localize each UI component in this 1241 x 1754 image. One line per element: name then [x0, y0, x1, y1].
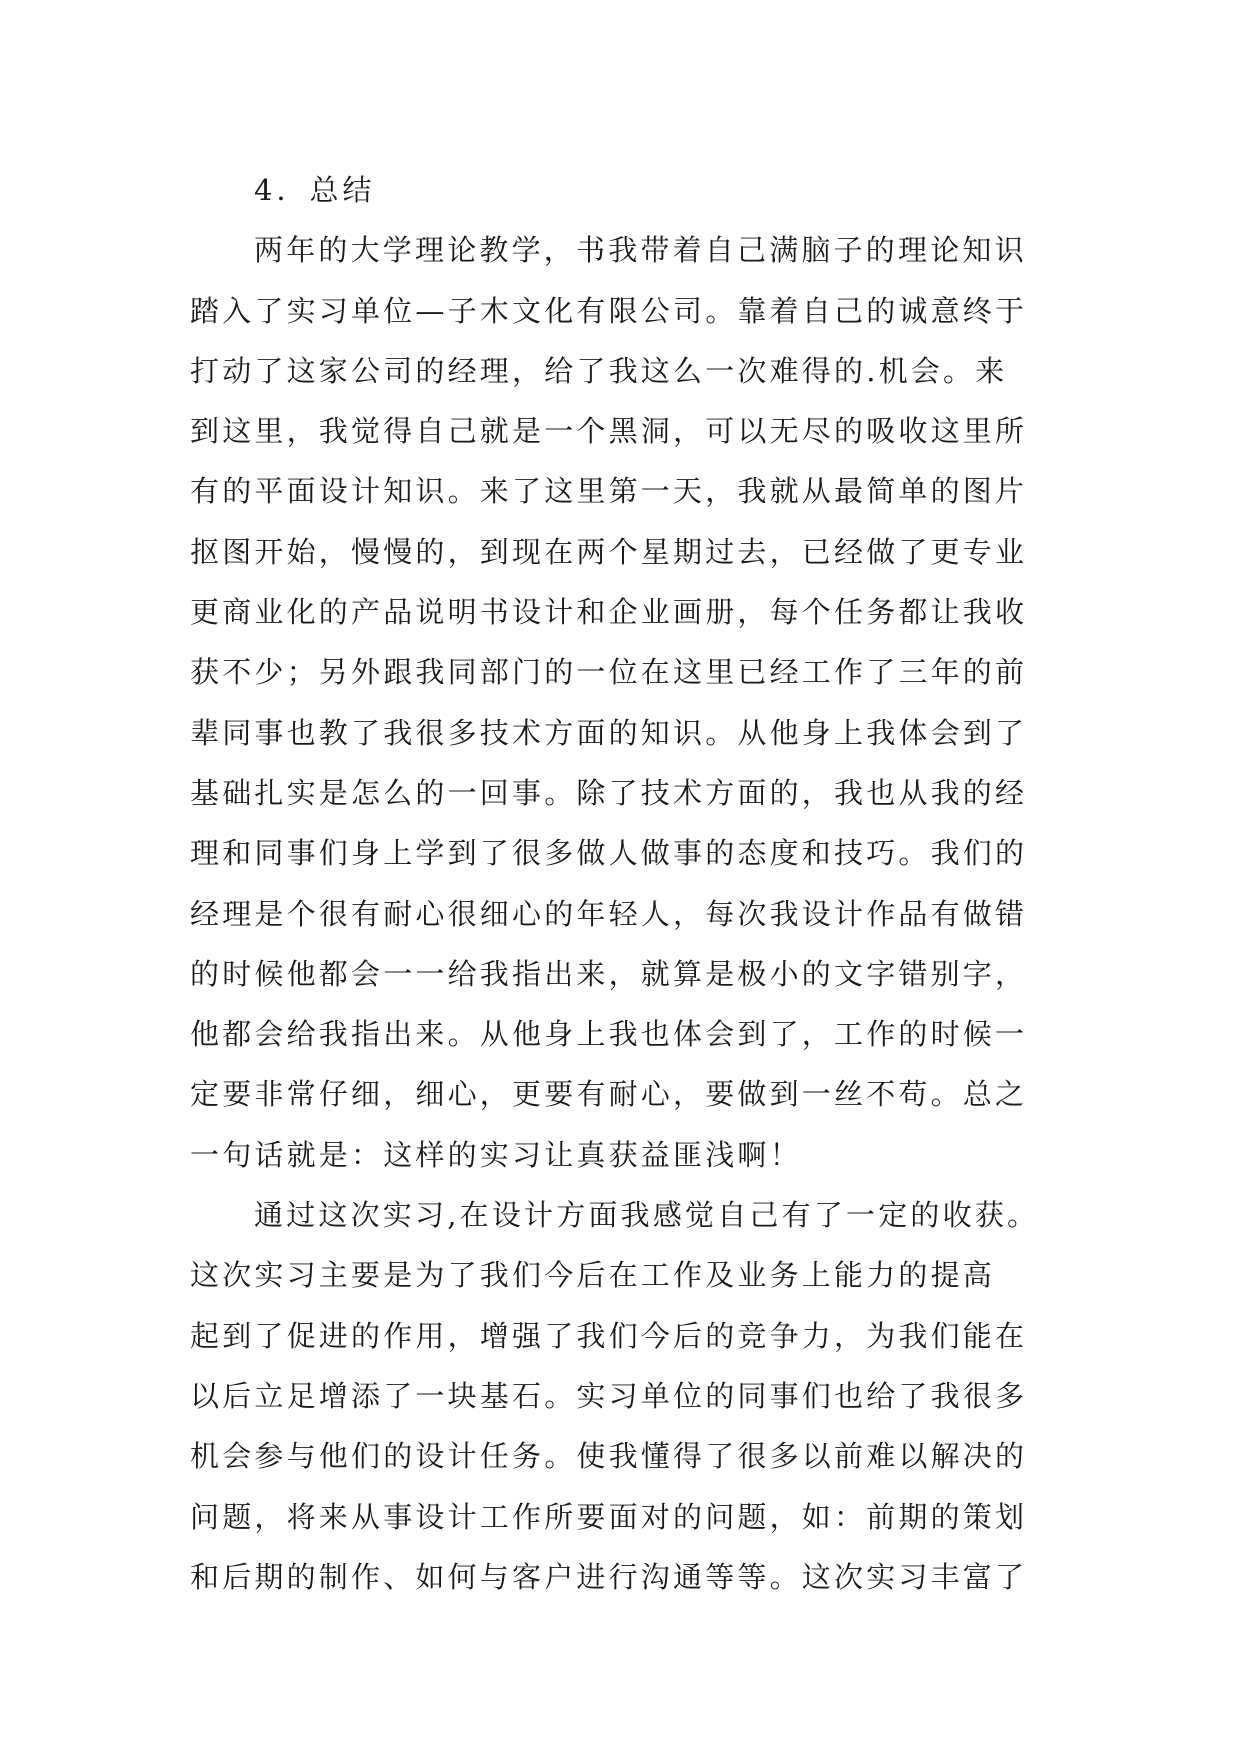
- paragraph-line: 基础扎实是怎么的一回事。除了技术方面的，我也从我的经: [190, 775, 1028, 810]
- paragraph-line: 抠图开始，慢慢的，到现在两个星期过去，已经做了更专业: [190, 534, 1028, 569]
- paragraph-line: 到这里，我觉得自己就是一个黑洞，可以无尽的吸收这里所: [190, 414, 1028, 449]
- paragraph-line: 的时候他都会一一给我指出来，就算是极小的文字错别字，: [190, 956, 1028, 991]
- paragraph-line: 定要非常仔细，细心，更要有耐心，要做到一丝不苟。总之: [190, 1077, 1028, 1112]
- document-body: [190, 160, 1070, 1607]
- paragraph-line: 问题，将来从事设计工作所要面对的问题，如：前期的策划: [190, 1499, 1028, 1534]
- paragraph-line: 踏入了实习单位—子木文化有限公司。靠着自己的诚意终于: [190, 293, 1028, 328]
- paragraph-line: 打动了这家公司的经理，给了我这么一次难得的.机会。来: [190, 353, 1008, 388]
- paragraph-2: [190, 1185, 1070, 1607]
- paragraph-line: 获不少；另外跟我同部门的一位在这里已经工作了三年的前: [190, 655, 1028, 690]
- paragraph-line: 机会参与他们的设计任务。使我懂得了很多以前难以解决的: [190, 1439, 1028, 1474]
- paragraph-line: 通过这次实习,在设计方面我感觉自己有了一定的收获。: [254, 1198, 1040, 1233]
- paragraph-line: 有的平面设计知识。来了这里第一天，我就从最简单的图片: [190, 474, 1028, 509]
- paragraph-line: 辈同事也教了我很多技术方面的知识。从他身上我体会到了: [190, 715, 1028, 750]
- paragraph-line: 和后期的制作、如何与客户进行沟通等等。这次实习丰富了: [190, 1559, 1028, 1594]
- paragraph-line: 更商业化的产品说明书设计和企业画册，每个任务都让我收: [190, 595, 1028, 630]
- paragraph-line: 一句话就是：这样的实习让真获益匪浅啊！: [190, 1137, 802, 1172]
- paragraph-line: 这次实习主要是为了我们今后在工作及业务上能力的提高: [190, 1258, 996, 1293]
- paragraph-line: 他都会给我指出来。从他身上我也体会到了，工作的时候一: [190, 1017, 1028, 1052]
- paragraph-line: 两年的大学理论教学，书我带着自己满脑子的理论知识: [254, 233, 1027, 268]
- paragraph-1: [190, 220, 1070, 1185]
- paragraph-line: 经理是个很有耐心很细心的年轻人，每次我设计作品有做错: [190, 896, 1028, 931]
- paragraph-line: 以后立足增添了一块基石。实习单位的同事们也给了我很多: [190, 1378, 1028, 1413]
- paragraph-line: 起到了促进的作用，增强了我们今后的竞争力，为我们能在: [190, 1318, 1028, 1353]
- section-heading: 4．总结: [254, 173, 376, 207]
- paragraph-line: 理和同事们身上学到了很多做人做事的态度和技巧。我们的: [190, 836, 1028, 871]
